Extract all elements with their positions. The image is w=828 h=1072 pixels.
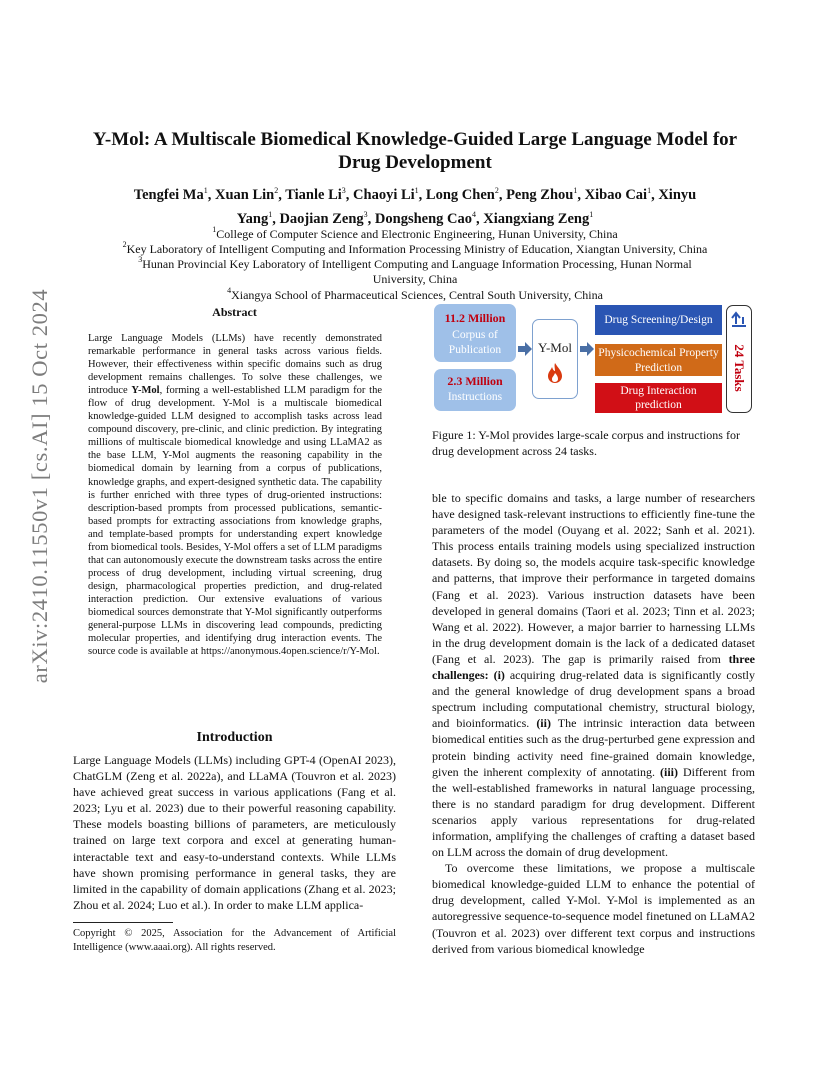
- title-line-2: Drug Development: [338, 152, 492, 173]
- corpus-count: 11.2 Million: [444, 311, 506, 325]
- author-affil: 4: [472, 210, 476, 219]
- abstract-text: Large Language Models (LLMs) have recently demonstrated remarkable performance in general tasks across various fields. However, their effectiveness within specific domains such as drug development remains challenges. To solve these challenges, we introduce: [88, 333, 382, 397]
- affil-marker: 4: [227, 286, 232, 295]
- author-affil: 3: [341, 186, 346, 195]
- introduction-continued: [432, 490, 755, 957]
- author: Peng Zhou: [506, 187, 574, 203]
- author-line-2: Yang$^1$, Daojian Zeng$^3$, Dongsheng Cao$^4$, Xiangxiang Zeng$^1$: [236, 210, 594, 227]
- abstract-text: , forming a well-established LLM paradigm for the flow of drug development. Y-Mol is a multiscale biomedical knowledge-guided LLM designed to accomplish tasks across lead compound discovery, pre-clinic, and clinic prediction. By integrating millions of multiscale biomedical knowledge and using LLaMA2 as the base LLM, Y-Mol augments the reasoning capability in the biomedical domain by learning from a corpus of publications, knowledge graphs, and expert-designed synthetic data. The capability is further enriched with three types of drug-oriented instructions: description-based prompts from processed publications, semantic-based prompts for extracting associations from knowledge graphs, and template-based prompts for understanding expert knowledge from biomedical tools. Besides, Y-Mol offers a set of LLM paradigms that can autonomously execute the downstream tasks across the entire process of drug development, including virtual screening, drug design, pharmacological properties prediction, and drug-related interaction prediction. Our extensive evaluations of various biomedical sources demonstrate that Y-Mol significantly outperforms general-purpose LLMs in discovering lead compounds, predicting molecular properties, and identifying drug interaction events. The source code is available at https://anonymous.4open.science/r/Y-Mol.: [88, 385, 382, 658]
- author-line-1: Tengfei Ma$^1$, Xuan Lin$^2$, Tianle Li$^3$, Chaoyi Li$^1$, Long Chen$^2$, Peng Zhou$^1$, Xibao Cai$^1$, Xinyu: [133, 186, 697, 203]
- abstract-heading: Abstract: [212, 305, 257, 319]
- corpus-box: [434, 304, 516, 362]
- author: Xinyu: [658, 187, 697, 203]
- author-affil: 3: [363, 210, 368, 219]
- arxiv-identifier[interactable]: [20, 288, 60, 684]
- author: Daojian Zeng: [279, 211, 364, 227]
- para-emphasis: three challenges: (i): [432, 651, 755, 683]
- right-paragraph-2: To overcome these limitations, we propose a multiscale biomedical knowledge-guided LLM to enhance the potential of drug development, called Y-Mol. Y-Mol is implemented as an autoregressive sequence-to-sequence model finetuned on LLaMA2 (Touvron et al. 2023) over different text corpus and instructions derived from various biomedical knowledge: [432, 861, 755, 956]
- para-text: ble to specific domains and tasks, a large number of researchers have designed task-relevant instructions to efficiently fine-tune the parameters of the model (Ouyang et al. 2022; Sanh et al. 2021). This process entails training models using specialized instruction datasets. By doing so, the models acquire task-specific knowledge and patterns, that improve their performance in targeted domains (Fang et al. 2023). Various instruction datasets have been developed in general domains (Taori et al. 2023; Tinn et al. 2023; Wang et al. 2022). However, a major barrier to harnessing LLMs in the drug development domain is the lack of a dedicated dataset (Fang et al. 2023). The gap is primarily raised from: [432, 491, 755, 666]
- tasks-count-box: [726, 305, 752, 413]
- affil-text: Key Laboratory of Intelligent Computing and Information Processing Ministry of Education, Xiangtan University, China: [126, 242, 708, 256]
- author-affil: 1: [203, 186, 208, 195]
- introduction-heading: Introduction: [196, 730, 273, 745]
- author-affil: 2: [274, 186, 279, 195]
- footnote-rule: [73, 922, 173, 923]
- author: Yang: [236, 211, 269, 227]
- model-box: [532, 319, 578, 399]
- author-affil: 1: [589, 210, 594, 219]
- author-affil: 1: [647, 186, 652, 195]
- affil-text: Xiangya School of Pharmaceutical Sciences, Central South University, China: [231, 288, 603, 302]
- affil-marker: 2: [122, 240, 127, 249]
- author-affil: 1: [414, 186, 419, 195]
- task-interaction-label-2: prediction: [635, 399, 682, 411]
- author-affil: 2: [494, 186, 499, 195]
- author-affil: 1: [268, 210, 273, 219]
- model-name: Y-Mol: [538, 340, 572, 355]
- instructions-count: 2.3 Million: [447, 374, 503, 388]
- author: Tianle Li: [285, 187, 342, 203]
- task-screening-box: [595, 305, 722, 335]
- tasks-count-label: 24 Tasks: [732, 344, 747, 392]
- author: Dongsheng Cao: [374, 211, 472, 227]
- paper-title: [70, 128, 760, 174]
- arxiv-identifier-text: arXiv:2410.11550v1 [cs.AI] 15 Oct 2024: [27, 288, 52, 684]
- para-text: Different from the well-established frameworks in natural language processing, there is no standard paradigm for drug development. Different scenarios apply various representations for drug-related information, amplifying the challenges of crafting a dataset based on LLM across the domain of drug development.: [432, 764, 755, 860]
- affil-text: Hunan Provincial Key Laboratory of Intelligent Computing and Language Information Processing, Hunan Normal: [142, 257, 692, 271]
- corpus-label-1: Corpus of: [452, 329, 498, 341]
- arrow-right-icon: [580, 342, 594, 356]
- instructions-box: [434, 369, 516, 411]
- flame-icon: [546, 362, 564, 384]
- para-emphasis: (iii): [660, 764, 678, 779]
- right-paragraph-1: [432, 490, 755, 860]
- corpus-label-2: Publication: [448, 344, 502, 356]
- para-text: The intrinsic interaction data between biomedical entities such as the drug-perturbed gene expression and protein binding activity need fine-grained domain knowledge, given the inherent complexity of annotating.: [432, 716, 756, 779]
- title-line-1: Y-Mol: A Multiscale Biomedical Knowledge-Guided Large Language Model for: [92, 129, 738, 150]
- task-screening-label: Drug Screening/Design: [604, 314, 713, 326]
- author: Tengfei Ma: [133, 187, 204, 203]
- author: Xuan Lin: [214, 187, 275, 203]
- introduction-body: [73, 752, 396, 913]
- affil-text: University, China: [372, 272, 458, 286]
- instructions-label: Instructions: [447, 391, 503, 403]
- author: Chaoyi Li: [353, 187, 415, 203]
- affil-text: College of Computer Science and Electronic Engineering, Hunan University, China: [216, 227, 618, 241]
- arrow-right-icon: [518, 342, 532, 356]
- abstract-model-name: Y-Mol: [131, 385, 160, 397]
- task-property-box: [595, 344, 722, 376]
- author-affil: 1: [573, 186, 578, 195]
- task-property-label-2: Prediction: [634, 361, 683, 374]
- affiliation-4: [70, 283, 760, 303]
- affil-marker: 3: [138, 255, 143, 264]
- affil-marker: 1: [212, 225, 217, 234]
- author: Long Chen: [425, 187, 495, 203]
- task-interaction-box: [595, 383, 722, 413]
- author: Xiangxiang Zeng: [483, 211, 590, 227]
- affiliation-3: [70, 252, 760, 287]
- figure-caption: Figure 1: Y-Mol provides large-scale corpus and instructions for drug development across 24 tasks.: [432, 428, 740, 458]
- task-interaction-label-1: Drug Interaction: [620, 385, 697, 397]
- author: Xibao Cai: [584, 187, 648, 203]
- copyright-notice: Copyright © 2025, Association for the Advancement of Artificial Intelligence (www.aaai.org). All rights reserved.: [73, 928, 396, 953]
- up-arrows-icon: [730, 311, 748, 327]
- task-property-label-1: Physicochemical Property: [598, 347, 719, 359]
- abstract-body: [88, 332, 382, 658]
- figure-1: [432, 302, 757, 417]
- intro-paragraph: Large Language Models (LLMs) including GPT-4 (OpenAI 2023), ChatGLM (Zeng et al. 2022a), and LLaMA (Touvron et al. 2023) have achieved great success in various applications (Fang et al. 2023; Lyu et al. 2023) due to their powerful reasoning capability. These models boasting billions of parameters, are meticulously trained on large text corpora and excel at generating human-interactable text and easy-to-understand contexts. While LLMs have shown promising performance in general tasks, they are limited in the capability of domain applications (Zhang et al. 2023; Zhou et al. 2024; Luo et al.). In order to make LLM applica-: [73, 753, 396, 912]
- para-text: acquiring drug-related data is significantly costly and the general knowledge of drug development spans a broad spectrum including computational chemistry, structural biology, and bioinformatics.: [432, 668, 755, 731]
- para-emphasis: (ii): [536, 716, 551, 731]
